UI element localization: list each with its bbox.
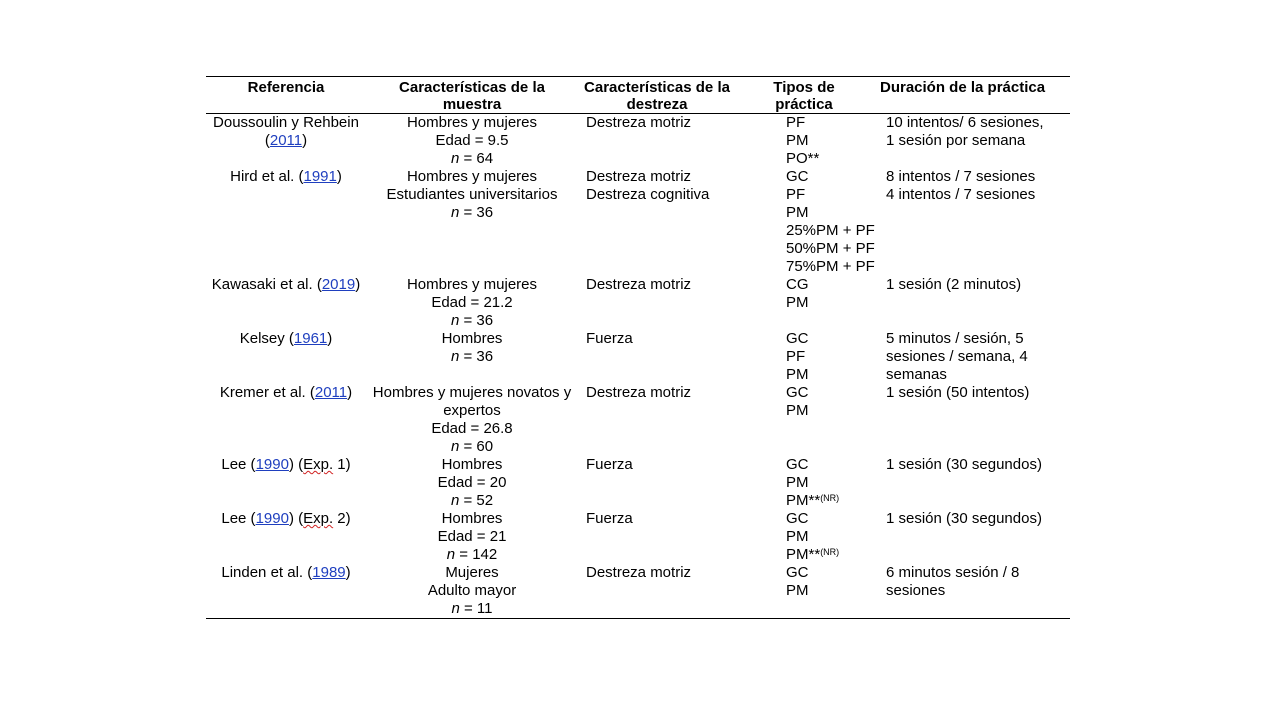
header-duracion: Duración de la práctica: [880, 79, 1046, 96]
practice-type: PM: [786, 474, 809, 491]
n-value: = 36: [459, 204, 494, 221]
cell-duracion: [872, 330, 1070, 384]
cell-muestra: [366, 168, 578, 276]
reference-year-link[interactable]: 1989: [312, 564, 346, 581]
cell-duracion: [872, 114, 1070, 169]
header-muestra: Características de la muestra: [399, 79, 545, 113]
n-value: = 11: [459, 600, 493, 617]
duration-text: 5 minutos / sesión, 5 sesiones / semana, 4 semanas: [886, 330, 1028, 383]
practice-type: PF: [786, 186, 806, 203]
skill-line: Destreza motriz: [586, 114, 692, 131]
cell-referencia: [206, 384, 366, 456]
duration-text: 1 sesión (50 intentos): [886, 384, 1030, 401]
cell-destreza: [578, 564, 736, 619]
sample-line: Hombres y mujeres novatos y expertos: [372, 384, 572, 419]
cell-duracion: [872, 564, 1070, 619]
skill-line: Destreza motriz: [586, 384, 692, 401]
table-header: [206, 77, 1070, 114]
cell-destreza: [578, 456, 736, 510]
cell-tipos: [736, 168, 875, 276]
practice-type: GC: [786, 564, 809, 581]
table-row: [206, 456, 1070, 510]
practice-type-base: PM**: [786, 546, 821, 563]
table-row: [206, 384, 1070, 456]
reference-text: [210, 564, 362, 582]
reference-close: ): [347, 384, 353, 401]
sample-line: Hombres: [441, 456, 503, 473]
practice-type: PF: [786, 114, 806, 131]
duration-text: 1 sesión (2 minutos): [886, 276, 1022, 293]
sample-line: Hombres: [441, 330, 503, 347]
header-referencia: Referencia: [247, 79, 325, 96]
practice-type-superscript: (NR): [820, 493, 840, 503]
n-value: = 36: [459, 312, 494, 329]
reference-authors: Kelsey (: [239, 330, 294, 347]
reference-year-link[interactable]: 2019: [321, 276, 356, 293]
n-value: = 52: [459, 492, 494, 509]
practice-type: 75%PM + PF: [786, 258, 875, 275]
cell-muestra: [366, 114, 578, 169]
n-value: = 142: [455, 546, 498, 563]
cell-referencia: [206, 330, 366, 384]
practice-type: [786, 546, 868, 564]
skill-line: Destreza motriz: [586, 564, 692, 581]
reference-authors: Linden et al. (: [221, 564, 313, 581]
duration-text: 1 sesión (30 segundos): [886, 510, 1042, 527]
practice-type: PM: [786, 204, 809, 221]
table-row: [206, 330, 1070, 384]
reference-year-link[interactable]: 2011: [269, 132, 303, 149]
practice-type: GC: [786, 384, 809, 401]
table-row: [206, 564, 1070, 619]
cell-tipos: [736, 276, 872, 330]
n-label: n: [450, 204, 460, 221]
cell-destreza: [578, 168, 736, 276]
reference-authors: Kawasaki et al. (: [211, 276, 322, 293]
cell-duracion: [872, 168, 1070, 276]
cell-muestra: [366, 564, 578, 619]
reference-close: 2): [333, 510, 351, 527]
cell-referencia: [206, 114, 366, 169]
cell-muestra: [366, 276, 578, 330]
duration-text: 1 sesión (30 segundos): [886, 456, 1042, 473]
reference-year-link[interactable]: 1991: [303, 168, 337, 185]
cell-referencia: [206, 276, 366, 330]
practice-type: PM: [786, 294, 809, 311]
reference-close: ): [302, 132, 308, 149]
practice-type: PM: [786, 366, 809, 383]
cell-tipos: [736, 330, 872, 384]
cell-destreza: [578, 276, 736, 330]
sample-size: [370, 204, 574, 222]
reference-close: ): [336, 168, 342, 185]
n-value: = 64: [459, 150, 494, 167]
cell-duracion: [872, 456, 1070, 510]
reference-authors: Lee (: [221, 456, 256, 473]
skill-line: Destreza motriz: [586, 168, 692, 185]
reference-authors: Doussoulin y Rehbein (: [213, 114, 359, 149]
header-destreza: Características de la destreza: [584, 79, 730, 113]
n-value: = 36: [459, 348, 494, 365]
reference-close: 1): [333, 456, 351, 473]
cell-referencia: [206, 168, 366, 276]
reference-text: [210, 330, 362, 348]
reference-year-link[interactable]: 1990: [255, 510, 289, 527]
sample-size: [370, 600, 574, 618]
practice-type: GC: [786, 168, 809, 185]
sample-line: Hombres y mujeres: [406, 168, 538, 185]
skill-line: Destreza motriz: [586, 276, 692, 293]
practice-type: 25%PM + PF: [786, 222, 875, 239]
cell-referencia: [206, 564, 366, 619]
skill-line: Destreza cognitiva: [586, 186, 710, 203]
n-label: n: [446, 546, 456, 563]
cell-duracion: [872, 276, 1070, 330]
table-row: [206, 276, 1070, 330]
reference-year-link[interactable]: 2011: [314, 384, 348, 401]
reference-exp: Exp.: [303, 456, 334, 473]
sample-line: Edad = 9.5: [435, 132, 509, 149]
reference-text: [210, 168, 362, 186]
reference-close: ): [345, 564, 351, 581]
sample-size: [370, 150, 574, 168]
practice-type-base: PM**: [786, 492, 821, 509]
reference-text: [210, 510, 362, 528]
reference-authors: Lee (: [221, 510, 256, 527]
cell-destreza: [578, 114, 736, 169]
practice-type: PF: [786, 348, 806, 365]
n-label: n: [450, 492, 460, 509]
table-row: [206, 510, 1070, 564]
cell-tipos: [736, 456, 872, 510]
sample-size: [370, 312, 574, 330]
cell-destreza: [578, 510, 736, 564]
practice-type: GC: [786, 510, 809, 527]
cell-muestra: [366, 510, 578, 564]
cell-tipos: [736, 510, 872, 564]
n-label: n: [450, 312, 460, 329]
n-label: n: [450, 348, 460, 365]
practice-type: PM: [786, 528, 809, 545]
table-row: [206, 168, 1070, 276]
cell-muestra: [366, 384, 578, 456]
n-label: n: [451, 600, 460, 617]
sample-line: Mujeres: [445, 564, 499, 581]
practice-type: GC: [786, 456, 809, 473]
cell-destreza: [578, 384, 736, 456]
practice-type: 50%PM + PF: [786, 240, 875, 257]
practice-type: [786, 492, 868, 510]
sample-size: [370, 492, 574, 510]
sample-size: [370, 438, 574, 456]
sample-line: Adulto mayor: [427, 582, 517, 599]
practice-type: GC: [786, 330, 809, 347]
studies-table: [206, 76, 1070, 619]
reference-text: [210, 114, 362, 150]
duration-text: 10 intentos/ 6 sesiones, 1 sesión por semana: [886, 114, 1044, 149]
cell-duracion: [872, 384, 1070, 456]
cell-tipos: [736, 114, 872, 169]
n-label: n: [450, 438, 460, 455]
sample-size: [370, 546, 574, 564]
duration-line: 8 intentos / 7 sesiones: [886, 168, 1036, 185]
sample-size: [370, 348, 574, 366]
reference-text: [210, 456, 362, 474]
duration-text: 6 minutos sesión / 8 sesiones: [886, 564, 1020, 599]
duration-line: 4 intentos / 7 sesiones: [886, 186, 1036, 203]
cell-muestra: [366, 330, 578, 384]
reference-authors: Hird et al. (: [230, 168, 304, 185]
reference-text: [210, 384, 362, 402]
practice-type: CG: [786, 276, 809, 293]
reference-separator: ) (: [288, 510, 304, 527]
header-tipos: Tipos de práctica: [773, 79, 835, 113]
reference-close: ): [355, 276, 361, 293]
reference-exp: Exp.: [303, 510, 334, 527]
reference-authors: Kremer et al. (: [219, 384, 315, 401]
practice-type-superscript: (NR): [820, 547, 840, 557]
cell-muestra: [366, 456, 578, 510]
reference-separator: ) (: [288, 456, 304, 473]
n-label: n: [450, 150, 460, 167]
cell-referencia: [206, 510, 366, 564]
cell-duracion: [872, 510, 1070, 564]
sample-line: Edad = 20: [437, 474, 507, 491]
reference-text: [210, 276, 362, 294]
sample-line: Estudiantes universitarios: [386, 186, 558, 203]
cell-tipos: [736, 564, 872, 619]
sample-line: Hombres y mujeres: [406, 276, 538, 293]
sample-line: Hombres y mujeres: [406, 114, 538, 131]
skill-line: Fuerza: [586, 510, 633, 527]
sample-line: Edad = 21.2: [431, 294, 513, 311]
skill-line: Fuerza: [586, 456, 633, 473]
practice-type: PM: [786, 402, 809, 419]
practice-type: PO**: [786, 150, 820, 167]
cell-destreza: [578, 330, 736, 384]
practice-type: PM: [786, 132, 809, 149]
sample-line: Edad = 26.8: [431, 420, 513, 437]
reference-close: ): [327, 330, 333, 347]
sample-line: Hombres: [441, 510, 503, 527]
skill-line: Fuerza: [586, 330, 633, 347]
table-row: [206, 114, 1070, 169]
practice-type: PM: [786, 582, 809, 599]
cell-tipos: [736, 384, 872, 456]
cell-referencia: [206, 456, 366, 510]
sample-line: Edad = 21: [437, 528, 507, 545]
table-body: [206, 114, 1070, 619]
n-value: = 60: [459, 438, 494, 455]
header-row: [206, 77, 1070, 114]
reference-year-link[interactable]: 1961: [293, 330, 328, 347]
reference-year-link[interactable]: 1990: [255, 456, 289, 473]
